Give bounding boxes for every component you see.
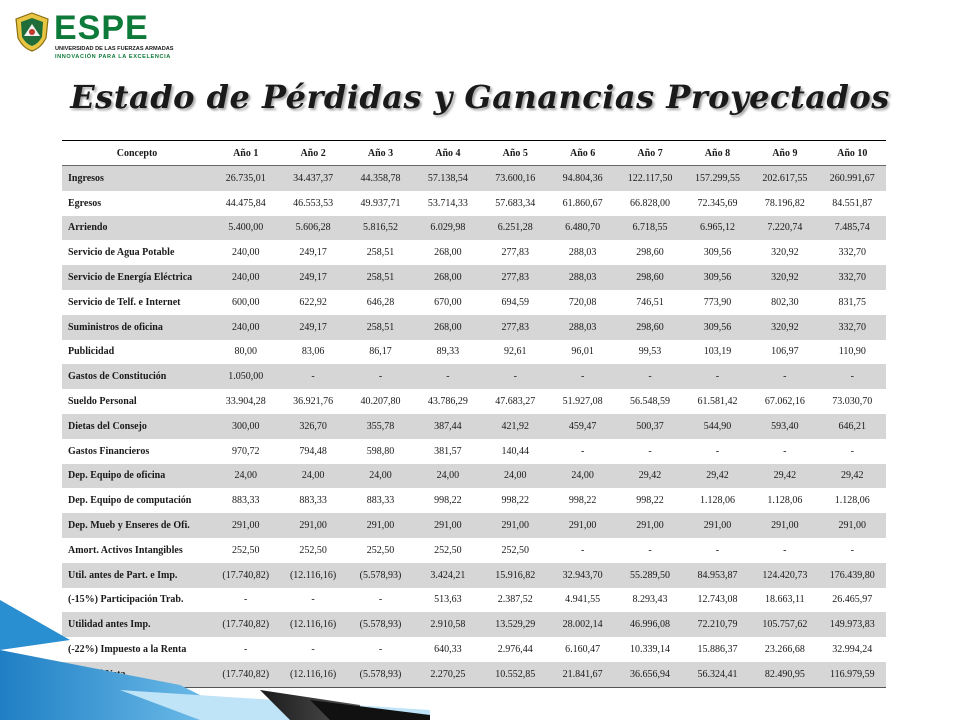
column-header-year-7: Año 7 [616, 141, 683, 166]
cell-value: - [279, 364, 346, 389]
cell-value: 202.617,55 [751, 166, 818, 191]
cell-value: 6.965,12 [684, 216, 751, 241]
cell-value: 99,53 [638, 346, 662, 358]
cell-value: 57.138,54 [414, 166, 481, 191]
row-concept-label: Servicio de Agua Potable [68, 247, 175, 259]
cell-value: 252,50 [299, 544, 327, 556]
cell-value: 46.996,08 [616, 612, 683, 637]
cell-value: - [715, 544, 720, 556]
cell-value: 309,56 [703, 247, 732, 259]
row-concept-label: Servicio de Energía Eléctrica [62, 265, 212, 290]
cell-value: 640,33 [434, 644, 462, 656]
cell-value: 29,42 [819, 464, 886, 489]
cell-value: 883,33 [366, 495, 395, 507]
cell-value: 56.324,41 [684, 662, 751, 687]
cell-value: 56.548,59 [630, 396, 671, 408]
logo-tagline: INNOVACIÓN PARA LA EXCELENCIA [55, 54, 171, 60]
cell-value: 291,00 [414, 513, 481, 538]
cell-value: 387,44 [414, 414, 481, 439]
cell-value: 252,50 [501, 544, 530, 556]
cell-value: 249,17 [299, 247, 327, 259]
cell-value: 36.921,76 [293, 396, 334, 408]
cell-value: 57.683,34 [495, 197, 536, 209]
cell-value: 15.886,37 [697, 644, 738, 656]
column-header-concepto: Concepto [62, 141, 212, 166]
cell-value: 32.994,24 [832, 644, 873, 656]
cell-value: 268,00 [414, 315, 481, 340]
cell-value: 73.600,16 [482, 166, 549, 191]
cell-value: - [783, 445, 787, 457]
cell-value: 291,00 [616, 513, 683, 538]
cell-value: 82.490,95 [751, 662, 818, 687]
cell-value: 746,51 [636, 296, 664, 308]
cell-value: 2.910,58 [414, 612, 481, 637]
cell-value: 500,37 [616, 414, 683, 439]
cell-value: 43.786,29 [427, 396, 468, 408]
table-row [62, 488, 886, 513]
row-concept-label: Suministros de oficina [62, 315, 212, 340]
cell-value: 268,00 [434, 247, 462, 259]
cell-value: - [311, 644, 315, 656]
cell-value: 96,01 [571, 346, 594, 358]
row-concept-label: Gastos Financieros [68, 445, 150, 457]
cell-value: 320,92 [751, 265, 818, 290]
cell-value: 6.718,55 [616, 216, 683, 241]
cell-value: (12.116,16) [279, 563, 346, 588]
cell-value: 49.937,71 [360, 197, 401, 209]
cell-value: - [549, 364, 616, 389]
row-concept-label: Amort. Activos Intangibles [68, 544, 183, 556]
cell-value: 288,03 [549, 315, 616, 340]
table-row [62, 315, 886, 340]
table-row [62, 166, 886, 191]
cell-value: 646,21 [819, 414, 886, 439]
cell-value: 794,48 [299, 445, 327, 457]
cell-value: 720,08 [568, 296, 597, 308]
cell-value: 61.860,67 [562, 197, 603, 209]
cell-value: 94.804,36 [549, 166, 616, 191]
table-row [62, 265, 886, 290]
cell-value: 1.050,00 [212, 364, 279, 389]
row-concept-label: Dep. Equipo de oficina [62, 464, 212, 489]
cell-value: 10.339,14 [630, 644, 671, 656]
cell-value: (5.578,93) [347, 612, 414, 637]
cell-value: 298,60 [616, 315, 683, 340]
table-row [62, 389, 886, 414]
cell-value: 103,19 [703, 346, 732, 358]
cell-value: 513,63 [434, 594, 462, 606]
cell-value: - [378, 644, 383, 656]
table-row [62, 538, 886, 563]
cell-value: 6.480,70 [549, 216, 616, 241]
logo-subtitle: UNIVERSIDAD DE LAS FUERZAS ARMADAS [55, 46, 174, 52]
column-header-year-2: Año 2 [279, 141, 346, 166]
cell-value: 28.002,14 [549, 612, 616, 637]
cell-value: 277,83 [501, 247, 530, 259]
cell-value: 6.251,28 [482, 216, 549, 241]
cell-value: 459,47 [549, 414, 616, 439]
cell-value: 670,00 [434, 296, 462, 308]
cell-value: 355,78 [347, 414, 414, 439]
cell-value: 124.420,73 [751, 563, 818, 588]
row-concept-label: Servicio de Telf. e Internet [68, 296, 181, 308]
cell-value: 249,17 [279, 265, 346, 290]
cell-value: 12.743,08 [697, 594, 738, 606]
cell-value: 26.465,97 [832, 594, 873, 606]
cell-value: 72.210,79 [684, 612, 751, 637]
cell-value: 24,00 [347, 464, 414, 489]
cell-value: 249,17 [279, 315, 346, 340]
row-concept-label: Dep. Mueb y Enseres de Ofi. [62, 513, 212, 538]
column-header-year-9: Año 9 [751, 141, 818, 166]
cell-value: (17.740,82) [212, 662, 279, 687]
cell-value: 106,97 [771, 346, 799, 358]
cell-value: (17.740,82) [212, 612, 279, 637]
row-concept-label: Util. antes de Part. e Imp. [62, 563, 212, 588]
cell-value: 258,51 [366, 247, 395, 259]
cell-value: 600,00 [231, 296, 260, 308]
cell-value: 298,60 [616, 265, 683, 290]
cell-value: 258,51 [347, 265, 414, 290]
cell-value: 36.656,94 [616, 662, 683, 687]
cell-value: 7.485,74 [819, 216, 886, 241]
cell-value: 288,03 [549, 265, 616, 290]
cell-value: - [414, 364, 481, 389]
decorative-corner-graphic [0, 590, 430, 720]
cell-value: 116.979,59 [819, 662, 886, 687]
cell-value: 291,00 [684, 513, 751, 538]
cell-value: - [311, 594, 315, 606]
cell-value: 593,40 [751, 414, 818, 439]
cell-value: 694,59 [501, 296, 530, 308]
column-header-year-10: Año 10 [819, 141, 886, 166]
cell-value: 421,92 [482, 414, 549, 439]
logo-wordmark: ESPE [54, 9, 149, 47]
cell-value: 86,17 [369, 346, 392, 358]
cell-value: 47.683,27 [495, 396, 536, 408]
cell-value: 802,30 [771, 296, 799, 308]
cell-value: - [244, 594, 248, 606]
cell-value: 23.266,68 [764, 644, 805, 656]
cell-value: 2.387,52 [497, 594, 533, 606]
cell-value: 15.916,82 [482, 563, 549, 588]
cell-value: 3.424,21 [414, 563, 481, 588]
cell-value: 5.400,00 [212, 216, 279, 241]
cell-value: (17.740,82) [212, 563, 279, 588]
table-row [62, 414, 886, 439]
cell-value: - [819, 364, 886, 389]
cell-value: 998,22 [501, 495, 530, 507]
cell-value: 92,61 [504, 346, 527, 358]
cell-value: - [347, 364, 414, 389]
cell-value: 53.714,33 [427, 197, 468, 209]
cell-value: 291,00 [819, 513, 886, 538]
cell-value: 7.220,74 [751, 216, 818, 241]
cell-value: 24,00 [414, 464, 481, 489]
row-concept-label: Dep. Equipo de computación [68, 495, 192, 507]
cell-value: 291,00 [482, 513, 549, 538]
cell-value: 252,50 [231, 544, 260, 556]
row-concept-label: Sueldo Personal [68, 396, 137, 408]
cell-value: 1.128,06 [699, 495, 735, 507]
cell-value: 40.207,80 [360, 396, 401, 408]
cell-value: 13.529,29 [482, 612, 549, 637]
cell-value: 105.757,62 [751, 612, 818, 637]
cell-value: 381,57 [434, 445, 462, 457]
cell-value: 44.358,78 [347, 166, 414, 191]
cell-value: 622,92 [299, 296, 327, 308]
cell-value: 55.289,50 [616, 563, 683, 588]
cell-value: 29,42 [751, 464, 818, 489]
row-concept-label: Ingresos [62, 166, 212, 191]
cell-value: 998,22 [568, 495, 597, 507]
cell-value: 29,42 [616, 464, 683, 489]
column-header-year-1: Año 1 [212, 141, 279, 166]
page-title: Estado de Pérdidas y Ganancias Proyectados [70, 78, 890, 116]
cell-value: 32.943,70 [549, 563, 616, 588]
cell-value: 277,83 [482, 265, 549, 290]
cell-value: 332,70 [838, 247, 867, 259]
table-row [62, 464, 886, 489]
cell-value: 80,00 [234, 346, 257, 358]
cell-value: 277,83 [482, 315, 549, 340]
cell-value: 320,92 [771, 247, 799, 259]
cell-value: 2.270,25 [414, 662, 481, 687]
cell-value: 298,60 [636, 247, 664, 259]
cell-value: 140,44 [501, 445, 530, 457]
table-header-row [62, 141, 886, 166]
cell-value: - [783, 544, 787, 556]
cell-value: 44.475,84 [225, 197, 266, 209]
cell-value: 309,56 [684, 265, 751, 290]
cell-value: 326,70 [279, 414, 346, 439]
cell-value: 73.030,70 [832, 396, 873, 408]
cell-value: 288,03 [568, 247, 597, 259]
cell-value: - [684, 364, 751, 389]
cell-value: 84.551,87 [832, 197, 873, 209]
cell-value: 157.299,55 [684, 166, 751, 191]
cell-value: - [580, 445, 585, 457]
cell-value: 240,00 [212, 315, 279, 340]
cell-value: 5.816,52 [347, 216, 414, 241]
cell-value: 84.953,87 [684, 563, 751, 588]
cell-value: 110,90 [838, 346, 866, 358]
cell-value: 970,72 [231, 445, 260, 457]
cell-value: (12.116,16) [279, 662, 346, 687]
row-concept-label: Dietas del Consejo [62, 414, 212, 439]
table-row [62, 191, 886, 216]
cell-value: 998,22 [434, 495, 462, 507]
cell-value: 34.437,37 [279, 166, 346, 191]
cell-value: 252,50 [434, 544, 462, 556]
row-concept-label: (-22%) Impuesto a la Renta [68, 644, 187, 656]
cell-value: (5.578,93) [347, 563, 414, 588]
column-header-year-4: Año 4 [414, 141, 481, 166]
cell-value: 268,00 [414, 265, 481, 290]
cell-value: - [648, 544, 652, 556]
row-concept-label: Arriendo [62, 216, 212, 241]
cell-value: - [751, 364, 818, 389]
cell-value: 78.196,82 [764, 197, 805, 209]
cell-value: 240,00 [212, 265, 279, 290]
cell-value: - [244, 644, 248, 656]
cell-value: 6.160,47 [565, 644, 601, 656]
cell-value: 291,00 [279, 513, 346, 538]
table-row [62, 340, 886, 365]
cell-value: 258,51 [347, 315, 414, 340]
cell-value: 89,33 [436, 346, 460, 358]
cell-value: - [580, 544, 585, 556]
row-concept-label: (-15%) Participación Trab. [68, 594, 184, 606]
cell-value: 332,70 [819, 315, 886, 340]
cell-value: 6.029,98 [414, 216, 481, 241]
cell-value: 240,00 [231, 247, 260, 259]
cell-value: 1.128,06 [834, 495, 870, 507]
table-row [62, 563, 886, 588]
cell-value: 2.976,44 [497, 644, 533, 656]
cell-value: 67.062,16 [764, 396, 805, 408]
cell-value: 18.663,11 [765, 594, 805, 606]
column-header-year-5: Año 5 [482, 141, 549, 166]
cell-value: 883,33 [231, 495, 260, 507]
cell-value: 646,28 [366, 296, 395, 308]
cell-value: 51.927,08 [562, 396, 603, 408]
cell-value: 309,56 [684, 315, 751, 340]
cell-value: 320,92 [751, 315, 818, 340]
cell-value: 66.828,00 [630, 197, 671, 209]
cell-value: - [850, 445, 854, 457]
cell-value: 24,00 [549, 464, 616, 489]
cell-value: 24,00 [212, 464, 279, 489]
table-row [62, 439, 886, 464]
cell-value: 149.973,83 [819, 612, 886, 637]
cell-value: 24,00 [482, 464, 549, 489]
cell-value: - [482, 364, 549, 389]
cell-value: 33.904,28 [225, 396, 266, 408]
cell-value: 883,33 [299, 495, 327, 507]
cell-value: 1.128,06 [767, 495, 803, 507]
cell-value: 544,90 [684, 414, 751, 439]
row-concept-label: Utilidad antes Imp. [62, 612, 212, 637]
cell-value: - [715, 445, 720, 457]
cell-value: (12.116,16) [279, 612, 346, 637]
row-concept-label: Gastos de Constitución [62, 364, 212, 389]
cell-value: 598,80 [366, 445, 395, 457]
cell-value: 4.941,55 [565, 594, 601, 606]
cell-value: 46.553,53 [293, 197, 334, 209]
cell-value: 122.117,50 [616, 166, 683, 191]
cell-value: 61.581,42 [697, 396, 738, 408]
cell-value: 291,00 [751, 513, 818, 538]
column-header-year-6: Año 6 [549, 141, 616, 166]
cell-value: - [378, 594, 383, 606]
cell-value: 300,00 [212, 414, 279, 439]
cell-value: 260.991,67 [819, 166, 886, 191]
table-row [62, 216, 886, 241]
row-concept-label: Publicidad [68, 346, 115, 358]
cell-value: 332,70 [819, 265, 886, 290]
table-row [62, 513, 886, 538]
table-row [62, 290, 886, 315]
cell-value: 10.552,85 [482, 662, 549, 687]
table-row [62, 364, 886, 389]
cell-value: 29,42 [684, 464, 751, 489]
cell-value: 291,00 [549, 513, 616, 538]
cell-value: 176.439,80 [819, 563, 886, 588]
cell-value: 72.345,69 [697, 197, 738, 209]
cell-value: 24,00 [279, 464, 346, 489]
cell-value: 291,00 [212, 513, 279, 538]
cell-value: 5.606,28 [279, 216, 346, 241]
cell-value: 252,50 [366, 544, 395, 556]
cell-value: 26.735,01 [212, 166, 279, 191]
university-seal-icon [14, 12, 50, 52]
column-header-year-8: Año 8 [684, 141, 751, 166]
cell-value: 831,75 [838, 296, 867, 308]
espe-logo [14, 9, 174, 62]
cell-value: - [850, 544, 854, 556]
column-header-year-3: Año 3 [347, 141, 414, 166]
cell-value: 998,22 [636, 495, 664, 507]
cell-value: 291,00 [347, 513, 414, 538]
cell-value: - [616, 364, 683, 389]
cell-value: 21.841,67 [549, 662, 616, 687]
cell-value: 83,06 [301, 346, 325, 358]
table-row [62, 240, 886, 265]
cell-value: (5.578,93) [347, 662, 414, 687]
cell-value: - [648, 445, 652, 457]
cell-value: 8.293,43 [632, 594, 668, 606]
row-concept-label: Egresos [68, 197, 102, 209]
cell-value: 773,90 [703, 296, 732, 308]
